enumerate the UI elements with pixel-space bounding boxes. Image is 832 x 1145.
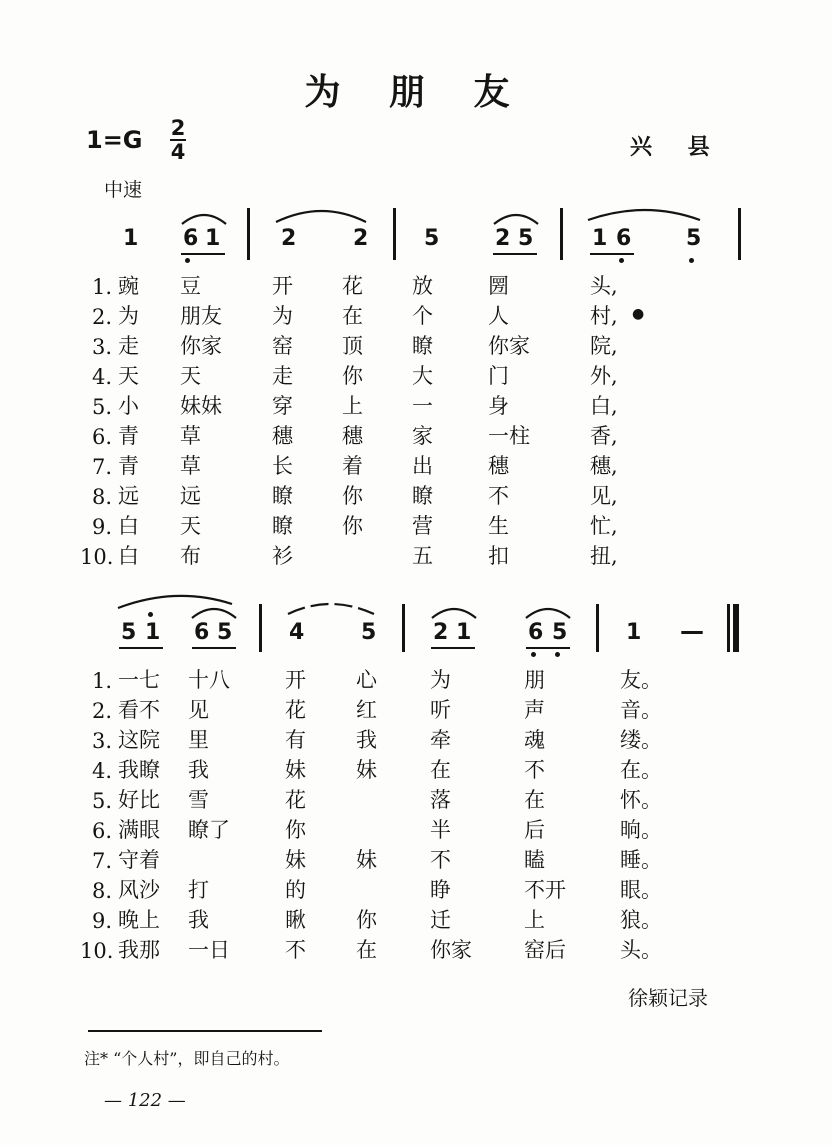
lyric-word: 走 [272,364,293,388]
lyric-word: 满眼 [118,818,160,842]
note: 1 [592,226,608,251]
lyric-word: 草 [180,424,201,448]
note: 2 [353,226,369,251]
page-number: — 122 — [104,1090,186,1111]
verse-number: 4. [92,365,113,389]
verse-number: 5. [92,395,113,419]
lyric-word: 放 [412,274,433,298]
lyric-word: 守着 [118,848,160,872]
verse-number: 10. [80,939,114,963]
time-signature-bottom: 4 [170,140,186,164]
slur [192,609,236,618]
lyric-word: 窑后 [524,938,566,962]
lyric-word: 香, [590,424,618,448]
lyric-word: 妹妹 [180,394,222,418]
lyric-word: 天 [180,514,201,538]
verse-number: 10. [80,545,114,569]
lyric-word: 圐 [488,274,509,298]
lyric-word: 扭, [590,544,618,568]
key-signature: 1=G [86,126,143,154]
recorder-credit: 徐颖记录 [628,986,708,1010]
lyric-word: 睡。 [620,848,662,872]
lyric-word: 头, [590,274,618,298]
note: 1 [205,226,221,251]
verse-number: 6. [92,425,113,449]
lyric-word: 风沙 [118,878,160,902]
lyric-word: 缕。 [620,728,662,752]
lyric-word: 衫 [272,544,293,568]
lyric-word: 在 [430,758,451,782]
verse-number: 9. [92,909,113,933]
tempo-marking: 中速 [104,179,143,201]
lyric-word: 豌 [118,274,139,298]
lyric-word: 草 [180,454,201,478]
verse-number: 2. [92,305,113,329]
lyric-word: 妹 [285,758,306,782]
lyric-word: 天 [180,364,201,388]
lyric-word: 生 [488,514,509,538]
lyric-word: 的 [285,878,306,902]
lyric-word: 你 [285,818,306,842]
verse-number: 7. [92,455,113,479]
lyric-word: 我 [188,758,209,782]
footnote-marker: ● [632,306,645,322]
verse-number: 3. [92,335,113,359]
sustain-dash: — [680,617,704,645]
lyric-word: 怀。 [620,788,662,812]
lyric-word: 见 [188,698,209,722]
lyric-word: 不 [488,484,509,508]
lyric-word: 迁 [430,908,451,932]
lyric-word: 不 [524,758,545,782]
lyric-word: 顶 [342,334,363,358]
verse-number: 1. [92,275,113,299]
lyric-word: 听 [430,698,451,722]
slur [276,211,366,222]
lyric-word: 雪 [188,788,209,812]
lyric-word: 妹 [356,758,377,782]
verse-number: 6. [92,819,113,843]
lyric-word: 十八 [188,668,230,692]
lyric-word: 一日 [188,938,230,962]
lyric-word: 身 [488,394,509,418]
lyric-word: 瞭 [412,334,433,358]
note: 6 [194,620,210,645]
lyric-word: 窑 [272,334,293,358]
slur [432,609,476,618]
verse-number: 7. [92,849,113,873]
lyric-word: 半 [430,818,451,842]
lyric-word: 我那 [118,938,160,962]
lyric-word: 远 [118,484,139,508]
lyric-word: 不 [285,938,306,962]
lyric-word: 不 [430,848,451,872]
lyric-word: 晚上 [118,908,160,932]
lyric-word: 门 [488,364,509,388]
lyric-word: 你 [342,514,363,538]
lyric-word: 瞭 [412,484,433,508]
lyric-word: 你 [342,484,363,508]
lyric-word: 友。 [620,668,662,692]
lyric-word: 开 [272,274,293,298]
lyric-word: 出 [412,454,433,478]
slur [494,215,538,224]
note: 2 [495,226,511,251]
lyric-word: 朋友 [180,304,222,328]
lyric-word: 打 [188,878,209,902]
note: 1 [123,226,139,251]
lyric-word: 为 [118,304,139,328]
time-signature-top: 2 [170,116,186,140]
lyric-word: 豆 [180,274,201,298]
lyric-word: 走 [118,334,139,358]
lyric-word: 瞅 [285,908,306,932]
lyric-word: 声 [524,698,545,722]
lyric-word: 心 [356,668,377,692]
lyric-word: 眼。 [620,878,662,902]
lyric-word: 穗 [488,454,509,478]
note: 5 [518,226,534,251]
lyric-word: 花 [285,698,306,722]
note: 5 [121,620,137,645]
lyric-word: 天 [118,364,139,388]
lyric-word: 我 [188,908,209,932]
lyric-word: 外, [590,364,618,388]
lyric-word: 花 [285,788,306,812]
verse-number: 8. [92,879,113,903]
lyric-word: 这院 [118,728,160,752]
note: 6 [528,620,544,645]
lyric-word: 布 [180,544,201,568]
lyric-word: 里 [188,728,209,752]
lyric-word: 白 [118,544,139,568]
lyric-word: 白 [118,514,139,538]
note: 2 [433,620,449,645]
lyric-word: 牵 [430,728,451,752]
lyric-word: 瞌 [524,848,545,872]
lyric-word: 大 [412,364,433,388]
verse-number: 9. [92,515,113,539]
verse-number: 4. [92,759,113,783]
lyric-word: 远 [180,484,201,508]
lyric-word: 头。 [620,938,662,962]
region-label: 兴 县 [630,134,724,160]
note: 1 [145,620,161,645]
lyric-word: 开 [285,668,306,692]
slur [118,596,232,608]
lyric-word: 穿 [272,394,293,418]
slur [526,609,570,618]
lyric-word: 在 [524,788,545,812]
lyric-word: 我瞭 [118,758,160,782]
note: 5 [552,620,568,645]
lyric-word: 人 [488,304,509,328]
lyric-word: 音。 [620,698,662,722]
lyric-word: 小 [118,394,139,418]
slur [588,210,700,220]
lyric-word: 穗 [272,424,293,448]
note: 2 [281,226,297,251]
lyric-word: 村, [590,304,618,328]
lyric-word: 长 [272,454,293,478]
lyric-word: 你家 [430,938,472,962]
lyric-word: 一柱 [488,424,530,448]
lyric-word: 穗, [590,454,618,478]
lyric-word: 为 [272,304,293,328]
lyric-word: 妹 [356,848,377,872]
lyric-word: 瞭 [272,514,293,538]
lyric-word: 个 [412,304,433,328]
lyric-word: 上 [342,394,363,418]
song-title: 为 朋 友 [304,71,528,113]
lyric-word: 家 [412,424,433,448]
lyric-word: 白, [590,394,618,418]
footnote-text: 注* “个人村”，即自己的村。 [84,1049,290,1068]
lyric-word: 一 [412,394,433,418]
lyric-word: 你 [342,364,363,388]
lyric-word: 在 [342,304,363,328]
note: 1 [626,620,642,645]
lyric-word: 狼。 [620,908,662,932]
lyric-word: 在 [356,938,377,962]
lyric-word: 营 [412,514,433,538]
lyric-word: 穗 [342,424,363,448]
lyric-word: 见, [590,484,618,508]
footnote-rule [88,1030,322,1032]
lyric-word: 睁 [430,878,451,902]
lyric-word: 瞭 [272,484,293,508]
lyric-word: 院, [590,334,618,358]
note: 6 [183,226,199,251]
lyric-word: 看不 [118,698,160,722]
lyric-word: 青 [118,454,139,478]
lyric-word: 不开 [524,878,566,902]
lyric-word: 落 [430,788,451,812]
note: 6 [616,226,632,251]
lyric-word: 忙, [590,514,618,538]
verse-number: 2. [92,699,113,723]
verse-number: 1. [92,669,113,693]
lyric-word: 朋 [524,668,545,692]
lyric-word: 你家 [488,334,530,358]
lyric-word: 瞭了 [188,818,230,842]
note: 5 [361,620,377,645]
lyric-word: 妹 [285,848,306,872]
verse-number: 3. [92,729,113,753]
note: 5 [217,620,233,645]
note: 5 [424,226,440,251]
lyric-word: 五 [412,544,433,568]
lyric-word: 为 [430,668,451,692]
lyric-word: 花 [342,274,363,298]
lyric-word: 后 [524,818,545,842]
lyric-word: 你 [356,908,377,932]
lyric-word: 你家 [180,334,222,358]
note: 5 [686,226,702,251]
verse-number: 5. [92,789,113,813]
lyric-word: 上 [524,908,545,932]
verse-number: 8. [92,485,113,509]
lyric-word: 好比 [118,788,160,812]
slur [288,604,374,614]
lyric-word: 红 [356,698,377,722]
note: 4 [289,620,305,645]
note: 1 [456,620,472,645]
lyric-word: 扣 [488,544,509,568]
lyric-word: 晌。 [620,818,662,842]
lyric-word: 青 [118,424,139,448]
slur [182,215,226,224]
lyric-word: 在。 [620,758,662,782]
lyric-word: 一七 [118,668,160,692]
lyric-word: 有 [285,728,306,752]
lyric-word: 着 [342,454,363,478]
lyric-word: 魂 [524,728,545,752]
lyric-word: 我 [356,728,377,752]
